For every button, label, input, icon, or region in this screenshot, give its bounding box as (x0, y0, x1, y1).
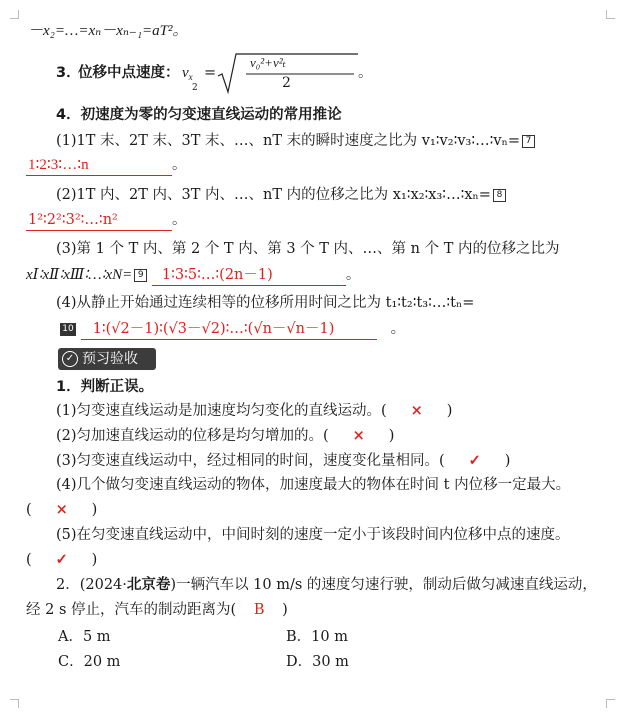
q1-title: 1．判断正误。 (56, 379, 154, 395)
corner-mark-bottom-right (606, 699, 615, 708)
q2-text-3: 经 2 s 停止，汽车的制动距离为( (26, 602, 237, 618)
q1-item-3-mark: ✓ (468, 452, 481, 469)
item-4-p1-text: (1)1T 末、2T 末、3T 末、…、nT 末的瞬时速度之比为 v₁∶v₂∶v₃∶…∶vₙ= (56, 133, 521, 149)
q2-answer: B (253, 602, 265, 618)
item-4-p1-answer-line (26, 158, 187, 176)
q1-item-4-answer (26, 503, 97, 518)
item-4-p2-answer-line (26, 213, 187, 231)
q2-option-c: C．20 m (58, 654, 121, 670)
q1-item-1 (56, 404, 452, 419)
item-4-p3-line2 (26, 268, 360, 286)
q1-item-2-close: ) (388, 428, 395, 444)
velocity-symbol: $v_x$ (182, 65, 193, 82)
q1-item-5-answer (26, 553, 97, 568)
answer-box-10: 10 (60, 323, 76, 336)
item-4-p1 (56, 134, 535, 149)
item-3-number: 3． (56, 65, 81, 81)
section-label-text: 预习验收 (82, 351, 138, 367)
q1-item-5-open: ( (26, 552, 32, 568)
item-4-p4: (4)从静止开始通过连续相等的位移所用时间之比为 t₁∶t₂∶t₃∶…∶tₙ= (56, 295, 475, 311)
item-4-title: 4．初速度为零的匀变速直线运动的常用推论 (56, 107, 342, 123)
q2-text-2: )一辆汽车以 10 m/s 的速度匀速行驶，制动后做匀减速直线运动， (170, 577, 597, 593)
corner-mark-bottom-left (10, 699, 19, 708)
q2-source: 北京卷 (126, 577, 171, 593)
answer-box-9: 9 (134, 269, 147, 282)
answer-box-8: 8 (493, 189, 506, 202)
q1-item-5: (5)在匀变速直线运动中，中间时刻的速度一定小于该段时间内位移中点的速度。 (56, 527, 570, 543)
q1-item-5-close: ) (91, 552, 98, 568)
equals-sign: = (204, 65, 217, 81)
q1-item-1-text: (1)匀变速直线运动是加速度均匀变化的直线运动。( (56, 403, 387, 419)
item-4-p2-end: 。 (172, 212, 187, 228)
item-4-p4-answer-line (58, 322, 405, 340)
item-4-p2-answer: 1²∶2²∶3²∶…∶n² (26, 213, 172, 231)
q2-option-a: A．5 m (58, 629, 111, 645)
q1-item-4-close: ) (91, 502, 98, 518)
preview-check-section-label (58, 348, 156, 370)
item-4-p4-answer: 1∶(√2－1)∶(√3－√2)∶…∶(√n－√n－1) (81, 322, 377, 340)
q1-item-2 (56, 429, 394, 444)
q1-item-2-mark: × (352, 427, 365, 444)
item-4-p3-text2: xⅠ∶xⅡ∶xⅢ∶…∶xN= (26, 267, 133, 283)
q2-close: ) (282, 602, 288, 618)
sqrt-numerator: v₀²+v²ₜ (250, 55, 286, 70)
q1-item-4-open: ( (26, 502, 32, 518)
q2-option-b: B．10 m (286, 629, 348, 645)
q1-item-4: (4)几个做匀变速直线运动的物体，加速度最大的物体在时间 t 内位移一定最大。 (56, 477, 571, 493)
q2-option-d: D．30 m (286, 654, 349, 670)
item-4-p4-end: 。 (390, 321, 406, 337)
corner-mark-top-left (10, 10, 19, 19)
q2-line-2 (26, 603, 288, 618)
q1-item-4-mark: × (55, 501, 68, 518)
sqrt-denominator: 2 (282, 75, 291, 91)
item-4-p2 (56, 188, 506, 203)
q1-item-1-mark: × (410, 402, 423, 419)
corner-mark-top-right (606, 10, 615, 19)
q1-item-3-close: ) (504, 453, 511, 469)
item-3-label: 位移中点速度： (78, 65, 180, 81)
check-circle-icon: ✓ (62, 351, 78, 367)
item-4-p3-end: 。 (345, 267, 361, 283)
q1-item-5-mark: ✓ (55, 551, 68, 568)
q1-item-1-close: ) (446, 403, 453, 419)
q1-item-3 (56, 454, 510, 469)
q1-item-2-text: (2)匀加速直线运动的位移是均匀增加的。( (56, 428, 329, 444)
item-4-p1-end: 。 (172, 157, 187, 173)
item-4-p3-answer: 1∶3∶5∶…∶(2n－1) (152, 268, 346, 286)
item-4-p2-text: (2)1T 内、2T 内、3T 内、…、nT 内的位移之比为 x₁∶x₂∶x₃∶…∶xₙ= (56, 187, 491, 203)
velocity-subscript-2: 2 (192, 83, 198, 93)
formula-continuation: －x₂=…=xₙ－xₙ₋₁=aT²。 (28, 23, 188, 39)
q2-text-1: 2．(2024· (56, 577, 127, 593)
q2-line-1 (56, 578, 597, 593)
item-3-end: 。 (358, 65, 373, 81)
q1-item-3-text: (3)匀变速直线运动中，经过相同的时间，速度变化量相同。( (56, 453, 445, 469)
item-4-p3: (3)第 1 个 T 内、第 2 个 T 内、第 3 个 T 内、…、第 n 个 T 内的位移之比为 (56, 241, 560, 257)
item-4-p1-answer: 1∶2∶3∶…∶n (26, 158, 172, 176)
answer-box-7: 7 (522, 135, 535, 148)
